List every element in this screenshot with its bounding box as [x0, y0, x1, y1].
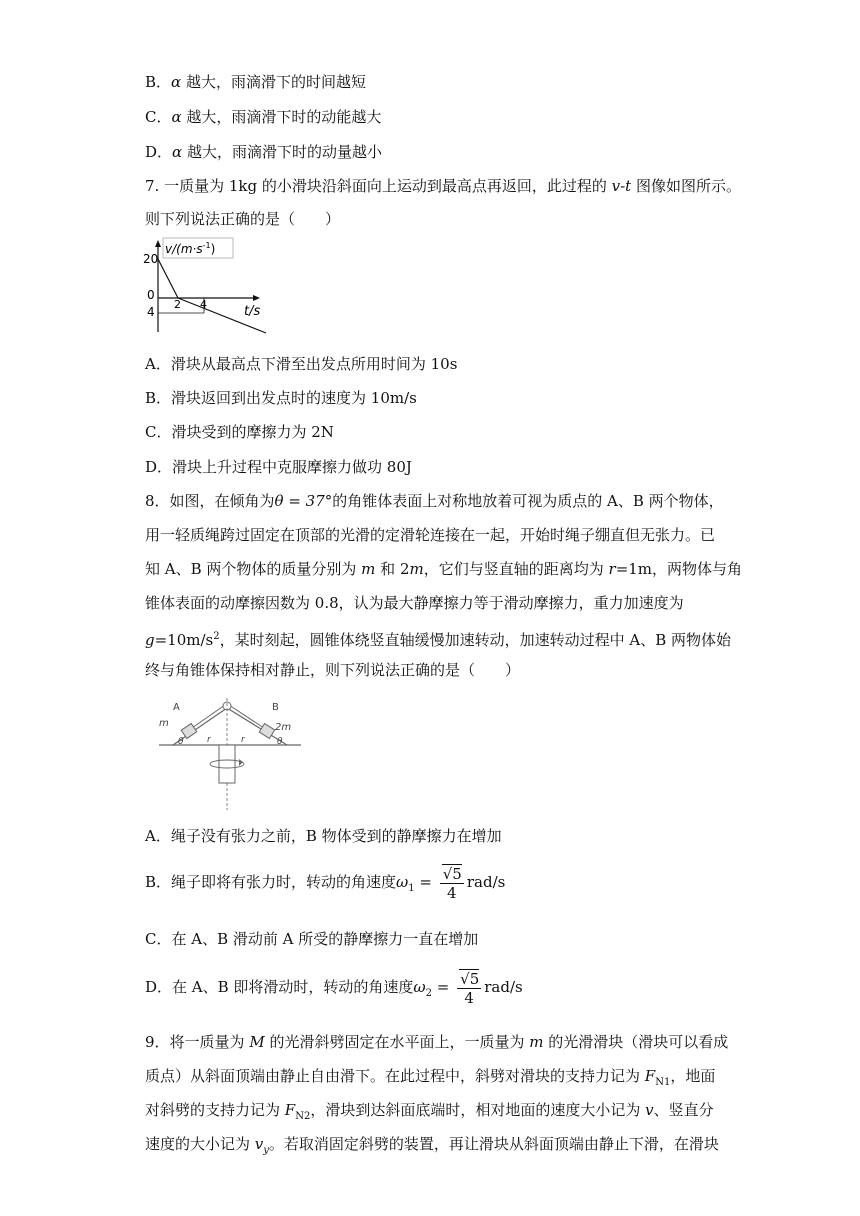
- q7-option-c: C．滑块受到的摩擦力为 2N: [145, 423, 334, 441]
- alpha-symbol: α: [172, 143, 183, 161]
- rope-left: [189, 705, 225, 730]
- label-A: A: [173, 702, 180, 713]
- up-segment: [158, 259, 178, 298]
- q8-option-b: B．绳子即将有张力时，转动的角速度$\omega_1$ = $\frac{√5}{4}$ rad/s: [145, 864, 506, 902]
- q6-option-d: D．α 越大，雨滴滑下时的动量越小: [145, 143, 382, 161]
- q7-stem: 7. 一质量为 1kg 的小滑块沿斜面向上运动到最高点再返回，此过程的 v-t 图像如图所示。: [145, 177, 741, 195]
- q7-option-d: D．滑块上升过程中克服摩擦力做功 80J: [145, 458, 412, 476]
- q8-stem-l3: 知 A、B 两个物体的质量分别为 m 和 2m，它们与竖直轴的距离均为 r=1m，两物体与角: [145, 560, 743, 578]
- q6-option-c: C．α 越大，雨滴滑下时的动能越大: [145, 108, 382, 126]
- q8-stem-l6: 终与角锥体保持相对静止，则下列说法正确的是（ ）: [145, 661, 521, 679]
- y-tick-4: 4: [147, 305, 155, 319]
- theta-equation: θ = 37°: [274, 492, 333, 510]
- q9-stem-l1: 9．将一质量为 M 的光滑斜劈固定在水平面上，一质量为 m 的光滑滑块（滑块可以看成: [145, 1033, 729, 1051]
- q8-stem-l5: $g=10m/s^2$，某时刻起，圆锥体绕竖直轴缓慢加速转动，加速转动过程中 A、B 两物体始: [145, 631, 732, 649]
- fraction: $\frac{√5}{4}$: [440, 865, 464, 902]
- y-tick-0: 0: [147, 288, 155, 302]
- q8-stem-l2: 用一轻质绳跨过固定在顶部的光滑的定滑轮连接在一起，开始时绳子绷直但无张力。已: [145, 526, 716, 544]
- q8-option-d: D．在 A、B 即将滑动时，转动的角速度$\omega_2$ = $\frac{√5}{4}$ rad/s: [145, 969, 523, 1007]
- label-theta-left: θ: [178, 737, 184, 747]
- q9-stem-l2: 质点）从斜面顶端由静止自由滑下。在此过程中，斜劈对滑块的支持力记为 $F_{N1}$，地面: [145, 1067, 716, 1088]
- rotation-arrowhead-icon: [239, 759, 243, 766]
- cone-figure: [155, 698, 305, 810]
- label-r-left: r: [207, 735, 211, 745]
- y-axis-label: $v/(m\cdot s^{-1})$: [165, 241, 216, 256]
- x-axis-arrow: [253, 295, 260, 301]
- alpha-symbol: α: [171, 108, 182, 126]
- q8-stem-l4: 锥体表面的动摩擦因数为 0.8，认为最大静摩擦力等于滑动摩擦力，重力加速度为: [145, 594, 684, 612]
- q8-option-a: A．绳子没有张力之前，B 物体受到的静摩擦力在增加: [145, 827, 502, 845]
- q7-option-a: A．滑块从最高点下滑至出发点所用时间为 10s: [145, 355, 458, 373]
- q6-option-b: B．α 越大，雨滴滑下的时间越短: [145, 73, 366, 91]
- x-axis-label: t/s: [244, 304, 261, 319]
- q9-stem-l4: 速度的大小记为 $v_y$。若取消固定斜劈的装置，再让滑块从斜面顶端由静止下滑，在滑块: [145, 1135, 719, 1156]
- q8-stem-l1: 8．如图，在倾角为θ = 37°的角锥体表面上对称地放着可视为质点的 A、B 两个物体，: [145, 492, 724, 510]
- q9-stem-l3: 对斜劈的支持力记为 $F_{N2}$，滑块到达斜面底端时，相对地面的速度大小记为 v、竖直分: [145, 1101, 714, 1122]
- q7-option-b: B．滑块返回到出发点时的速度为 10m/s: [145, 389, 417, 407]
- x-tick-2: 2: [174, 298, 181, 311]
- shaft: [219, 745, 235, 783]
- label-r-right: r: [241, 735, 245, 745]
- vt-graph: [140, 236, 270, 336]
- y-axis-arrow: [155, 240, 161, 247]
- x-tick-4: 4: [200, 298, 207, 311]
- label-B: B: [272, 702, 279, 713]
- rope-right: [229, 705, 267, 730]
- alpha-symbol: α: [171, 73, 182, 91]
- q8-option-c: C．在 A、B 滑动前 A 所受的静摩擦力一直在增加: [145, 930, 479, 948]
- label-theta-right: θ: [277, 737, 283, 747]
- q7-stem-line2: 则下列说法正确的是（ ）: [145, 210, 341, 228]
- label-2m: 2m: [275, 722, 292, 733]
- label-m: m: [159, 718, 169, 729]
- y-tick-20: 20: [143, 252, 159, 266]
- fraction: $\frac{√5}{4}$: [457, 970, 481, 1007]
